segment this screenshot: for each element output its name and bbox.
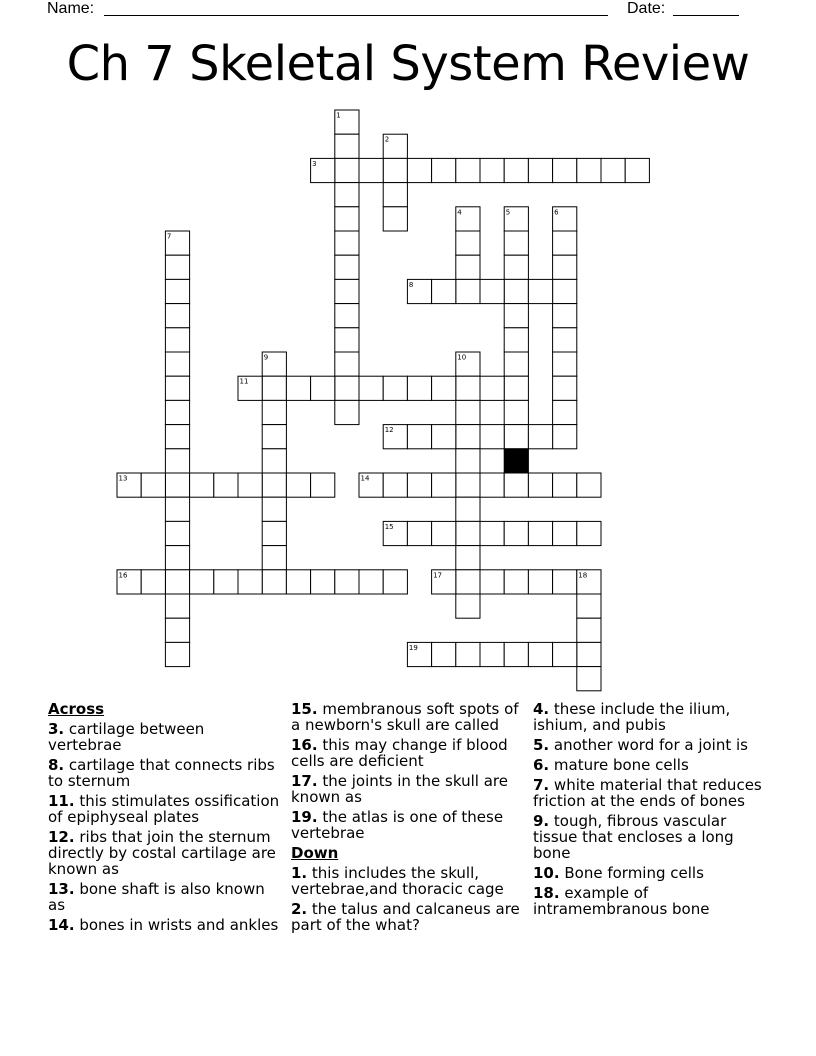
grid-cell[interactable]	[480, 158, 504, 182]
grid-cell[interactable]	[480, 425, 504, 449]
grid-cell[interactable]	[504, 207, 528, 231]
grid-cell[interactable]	[165, 618, 189, 642]
cell-number: 10	[457, 353, 467, 362]
grid-cell[interactable]	[456, 255, 480, 279]
clue-text: bones in wrists and ankles	[79, 916, 279, 934]
grid-cell[interactable]	[432, 425, 456, 449]
clue-text: the joints in the skull are known as	[291, 772, 508, 806]
grid-cell[interactable]	[335, 352, 359, 376]
grid-cell[interactable]	[625, 158, 649, 182]
grid-cell[interactable]	[553, 642, 577, 666]
grid-cell[interactable]	[165, 425, 189, 449]
clue-text: this stimulates ossification of epiphyseal plates	[48, 792, 280, 826]
grid-cell[interactable]	[553, 425, 577, 449]
clue-number: 18.	[533, 884, 560, 902]
grid-cell[interactable]	[165, 497, 189, 521]
grid-cell[interactable]	[165, 352, 189, 376]
clue-down	[533, 813, 773, 861]
grid-cell[interactable]	[480, 642, 504, 666]
clue-across	[48, 881, 280, 913]
grid-cell[interactable]	[335, 400, 359, 424]
grid-cell[interactable]	[577, 618, 601, 642]
clue-number: 17.	[291, 772, 318, 790]
clue-number: 13.	[48, 880, 75, 898]
grid-cell[interactable]	[407, 642, 431, 666]
grid-cell[interactable]	[262, 521, 286, 545]
grid-cell[interactable]	[456, 425, 480, 449]
grid-cell[interactable]	[335, 570, 359, 594]
grid-cell[interactable]	[335, 207, 359, 231]
grid-cell[interactable]	[528, 425, 552, 449]
grid-cell[interactable]	[141, 473, 165, 497]
grid-cell[interactable]	[553, 158, 577, 182]
grid-cell[interactable]	[528, 570, 552, 594]
grid-cell[interactable]	[528, 473, 552, 497]
cell-number: 8	[408, 280, 414, 289]
clue-down	[533, 777, 773, 809]
date-field[interactable]	[673, 15, 739, 16]
grid-cell[interactable]	[165, 328, 189, 352]
grid-cell[interactable]	[553, 207, 577, 231]
grid-cell[interactable]	[577, 570, 601, 594]
grid-cell[interactable]	[141, 570, 165, 594]
clue-number: 12.	[48, 828, 75, 846]
grid-cell[interactable]	[553, 376, 577, 400]
date-label: Date:	[627, 0, 666, 17]
grid-cell[interactable]	[528, 158, 552, 182]
grid-cell[interactable]	[165, 546, 189, 570]
grid-cell[interactable]	[286, 473, 310, 497]
grid-cell[interactable]	[407, 376, 431, 400]
grid-cell[interactable]	[456, 473, 480, 497]
name-field[interactable]	[104, 15, 608, 16]
grid-cell[interactable]	[407, 425, 431, 449]
down-heading: Down	[291, 844, 339, 862]
grid-cell[interactable]	[456, 449, 480, 473]
grid-cell[interactable]	[165, 449, 189, 473]
clue-across	[48, 829, 280, 877]
clue-text: white material that reduces friction at the ends of bones	[533, 776, 762, 810]
clue-number: 8.	[48, 756, 65, 774]
grid-cell[interactable]	[165, 521, 189, 545]
grid-cell[interactable]	[504, 425, 528, 449]
clue-text: bone shaft is also known as	[48, 880, 265, 914]
clue-down	[533, 885, 773, 917]
grid-cell[interactable]	[456, 231, 480, 255]
clue-across	[48, 793, 280, 825]
clue-down	[533, 757, 773, 773]
clue-across	[48, 917, 280, 933]
grid-cell[interactable]	[456, 642, 480, 666]
grid-cell[interactable]	[286, 570, 310, 594]
grid-cell[interactable]	[335, 304, 359, 328]
grid-cell[interactable]	[165, 594, 189, 618]
across-heading: Across	[48, 700, 105, 718]
clue-number: 7.	[533, 776, 550, 794]
clue-number: 11.	[48, 792, 75, 810]
grid-cell[interactable]	[214, 570, 238, 594]
clue-number: 2.	[291, 900, 308, 918]
grid-cell[interactable]	[117, 570, 141, 594]
clue-number: 3.	[48, 720, 65, 738]
grid-cell[interactable]	[456, 207, 480, 231]
clue-down	[533, 737, 773, 753]
grid-cell[interactable]	[359, 570, 383, 594]
grid-cell[interactable]	[165, 279, 189, 303]
grid-cell[interactable]	[480, 570, 504, 594]
grid-cell[interactable]	[577, 473, 601, 497]
clue-column-3	[533, 701, 773, 921]
grid-cell[interactable]	[262, 376, 286, 400]
grid-cell[interactable]	[553, 304, 577, 328]
grid-cell[interactable]	[504, 255, 528, 279]
grid-cell[interactable]	[286, 376, 310, 400]
grid-cell[interactable]	[528, 642, 552, 666]
grid-cell[interactable]	[335, 134, 359, 158]
grid-cell[interactable]	[359, 376, 383, 400]
grid-cell[interactable]	[553, 352, 577, 376]
grid-cell[interactable]	[165, 255, 189, 279]
clue-text: ribs that join the sternum directly by costal cartilage are known as	[48, 828, 276, 878]
grid-cell[interactable]	[335, 279, 359, 303]
clue-down	[533, 865, 773, 881]
name-label: Name:	[47, 0, 95, 17]
grid-cell[interactable]	[456, 570, 480, 594]
clue-down	[533, 701, 773, 733]
grid-cell[interactable]	[407, 158, 431, 182]
grid-cell[interactable]	[504, 304, 528, 328]
grid-cell[interactable]	[262, 352, 286, 376]
grid-cell[interactable]	[262, 449, 286, 473]
grid-cell[interactable]	[504, 328, 528, 352]
grid-cell[interactable]	[335, 110, 359, 134]
grid-cell[interactable]	[165, 231, 189, 255]
grid-cell[interactable]	[262, 497, 286, 521]
grid-cell[interactable]	[456, 594, 480, 618]
clue-text: example of intramembranous bone	[533, 884, 710, 918]
grid-cell[interactable]	[165, 400, 189, 424]
grid-cell[interactable]	[480, 521, 504, 545]
grid-cell[interactable]	[335, 231, 359, 255]
grid-cell[interactable]	[456, 279, 480, 303]
cell-number: 14	[360, 474, 370, 483]
grid-cell[interactable]	[383, 521, 407, 545]
cell-number: 3	[312, 159, 317, 168]
grid-cell[interactable]	[311, 376, 335, 400]
grid-cell[interactable]	[480, 473, 504, 497]
clue-across	[291, 809, 521, 841]
grid-cell[interactable]	[311, 570, 335, 594]
grid-cell[interactable]	[504, 352, 528, 376]
clue-down	[291, 865, 521, 897]
clue-text: this includes the skull, vertebrae,and thoracic cage	[291, 864, 504, 898]
clue-column-2	[291, 701, 521, 937]
grid-cell[interactable]	[456, 497, 480, 521]
grid-cell[interactable]	[504, 570, 528, 594]
grid-cell[interactable]	[504, 400, 528, 424]
grid-cell[interactable]	[407, 521, 431, 545]
cell-number: 15	[384, 522, 394, 531]
grid-cell[interactable]	[456, 521, 480, 545]
grid-cell[interactable]	[553, 279, 577, 303]
grid-cell[interactable]	[504, 231, 528, 255]
clue-text: cartilage that connects ribs to sternum	[48, 756, 275, 790]
grid-cell[interactable]	[504, 521, 528, 545]
clue-text: cartilage between vertebrae	[48, 720, 205, 754]
grid-cell[interactable]	[577, 667, 601, 691]
grid-cell[interactable]	[262, 570, 286, 594]
grid-cell[interactable]	[383, 425, 407, 449]
cell-number: 13	[118, 474, 128, 483]
grid-cell[interactable]	[383, 158, 407, 182]
grid-cell[interactable]	[553, 231, 577, 255]
blocked-cell	[504, 449, 528, 473]
grid-cell[interactable]	[117, 473, 141, 497]
grid-cell[interactable]	[407, 473, 431, 497]
grid-cell[interactable]	[528, 521, 552, 545]
grid-cell[interactable]	[359, 158, 383, 182]
grid-cell[interactable]	[383, 570, 407, 594]
grid-cell[interactable]	[577, 521, 601, 545]
grid-cell[interactable]	[480, 376, 504, 400]
grid-cell[interactable]	[456, 376, 480, 400]
cell-number: 4	[457, 208, 462, 217]
clue-text: tough, fibrous vascular tissue that encloses a long bone	[533, 812, 734, 862]
grid-cell[interactable]	[528, 279, 552, 303]
grid-cell[interactable]	[383, 207, 407, 231]
grid-cell[interactable]	[432, 279, 456, 303]
page-title: Ch 7 Skeletal System Review	[66, 36, 750, 92]
cell-number: 1	[336, 111, 341, 120]
grid-cell[interactable]	[383, 473, 407, 497]
grid-cell[interactable]	[165, 642, 189, 666]
grid-cell[interactable]	[456, 352, 480, 376]
grid-cell[interactable]	[383, 134, 407, 158]
grid-cell[interactable]	[238, 473, 262, 497]
clue-text: another word for a joint is	[553, 736, 748, 754]
clue-number: 1.	[291, 864, 308, 882]
clue-number: 19.	[291, 808, 318, 826]
grid-cell[interactable]	[262, 400, 286, 424]
clue-number: 9.	[533, 812, 550, 830]
grid-cell[interactable]	[432, 521, 456, 545]
grid-cell[interactable]	[504, 642, 528, 666]
grid-cell[interactable]	[432, 376, 456, 400]
grid-cell[interactable]	[190, 473, 214, 497]
grid-cell[interactable]	[262, 425, 286, 449]
grid-cell[interactable]	[577, 158, 601, 182]
clue-text: the atlas is one of these vertebrae	[291, 808, 504, 842]
grid-cell[interactable]	[553, 570, 577, 594]
cell-number: 12	[384, 426, 394, 435]
grid-cell[interactable]	[456, 158, 480, 182]
grid-cell[interactable]	[335, 183, 359, 207]
grid-cell[interactable]	[553, 521, 577, 545]
grid-cell[interactable]	[335, 255, 359, 279]
clue-text: mature bone cells	[553, 756, 689, 774]
grid-cell[interactable]	[407, 279, 431, 303]
grid-cell[interactable]	[262, 546, 286, 570]
clue-across	[48, 721, 280, 753]
clue-across	[48, 757, 280, 789]
clue-column-1	[48, 701, 280, 937]
grid-cell[interactable]	[456, 546, 480, 570]
cell-number: 2	[384, 135, 390, 144]
grid-cell[interactable]	[214, 473, 238, 497]
grid-cell[interactable]	[577, 594, 601, 618]
grid-cell[interactable]	[504, 158, 528, 182]
clue-number: 14.	[48, 916, 75, 934]
clue-text: membranous soft spots of a newborn's skull are called	[291, 700, 519, 734]
clue-across	[291, 737, 521, 769]
grid-cell[interactable]	[383, 376, 407, 400]
cell-number: 9	[263, 353, 269, 362]
grid-cell[interactable]	[165, 304, 189, 328]
grid-cell[interactable]	[383, 183, 407, 207]
grid-cell[interactable]	[262, 473, 286, 497]
clue-number: 16.	[291, 736, 318, 754]
grid-cell[interactable]	[504, 473, 528, 497]
clue-number: 6.	[533, 756, 550, 774]
cell-number: 17	[433, 571, 443, 580]
grid-cell[interactable]	[553, 255, 577, 279]
grid-cell[interactable]	[238, 570, 262, 594]
grid-cell[interactable]	[335, 328, 359, 352]
grid-cell[interactable]	[165, 473, 189, 497]
cell-number: 6	[554, 208, 559, 217]
clue-text: Bone forming cells	[564, 864, 704, 882]
grid-cell[interactable]	[432, 473, 456, 497]
grid-cell[interactable]	[504, 279, 528, 303]
grid-cell[interactable]	[238, 376, 262, 400]
clue-down	[291, 901, 521, 933]
cell-number: 18	[578, 571, 588, 580]
clue-number: 15.	[291, 700, 318, 718]
grid-cell[interactable]	[311, 473, 335, 497]
cell-number: 11	[239, 377, 249, 386]
grid-cell[interactable]	[601, 158, 625, 182]
cell-number: 7	[166, 232, 172, 241]
clue-number: 5.	[533, 736, 550, 754]
grid-cell[interactable]	[359, 473, 383, 497]
grid-cell[interactable]	[553, 473, 577, 497]
clue-text: the talus and calcaneus are part of the what?	[291, 900, 520, 934]
grid-cell[interactable]	[190, 570, 214, 594]
grid-cell[interactable]	[432, 570, 456, 594]
header-row	[0, 0, 816, 20]
grid-cell[interactable]	[553, 400, 577, 424]
grid-cell[interactable]	[335, 376, 359, 400]
grid-cell[interactable]	[456, 400, 480, 424]
grid-cell[interactable]	[311, 158, 335, 182]
clue-number: 4.	[533, 700, 550, 718]
cell-number: 19	[408, 643, 418, 652]
cell-number: 5	[505, 208, 511, 217]
grid-cell[interactable]	[480, 279, 504, 303]
grid-cell[interactable]	[504, 376, 528, 400]
grid-cell[interactable]	[165, 376, 189, 400]
clue-number: 10.	[533, 864, 560, 882]
grid-cell[interactable]	[432, 642, 456, 666]
grid-cell[interactable]	[335, 158, 359, 182]
grid-cell[interactable]	[553, 328, 577, 352]
clue-across	[291, 701, 521, 733]
grid-cell[interactable]	[165, 570, 189, 594]
clue-text: these include the ilium, ishium, and pubis	[533, 700, 731, 734]
grid-cell[interactable]	[432, 158, 456, 182]
grid-cell[interactable]	[577, 642, 601, 666]
clue-across	[291, 773, 521, 805]
clue-text: this may change if blood cells are deficient	[291, 736, 508, 770]
cell-number: 16	[118, 571, 128, 580]
